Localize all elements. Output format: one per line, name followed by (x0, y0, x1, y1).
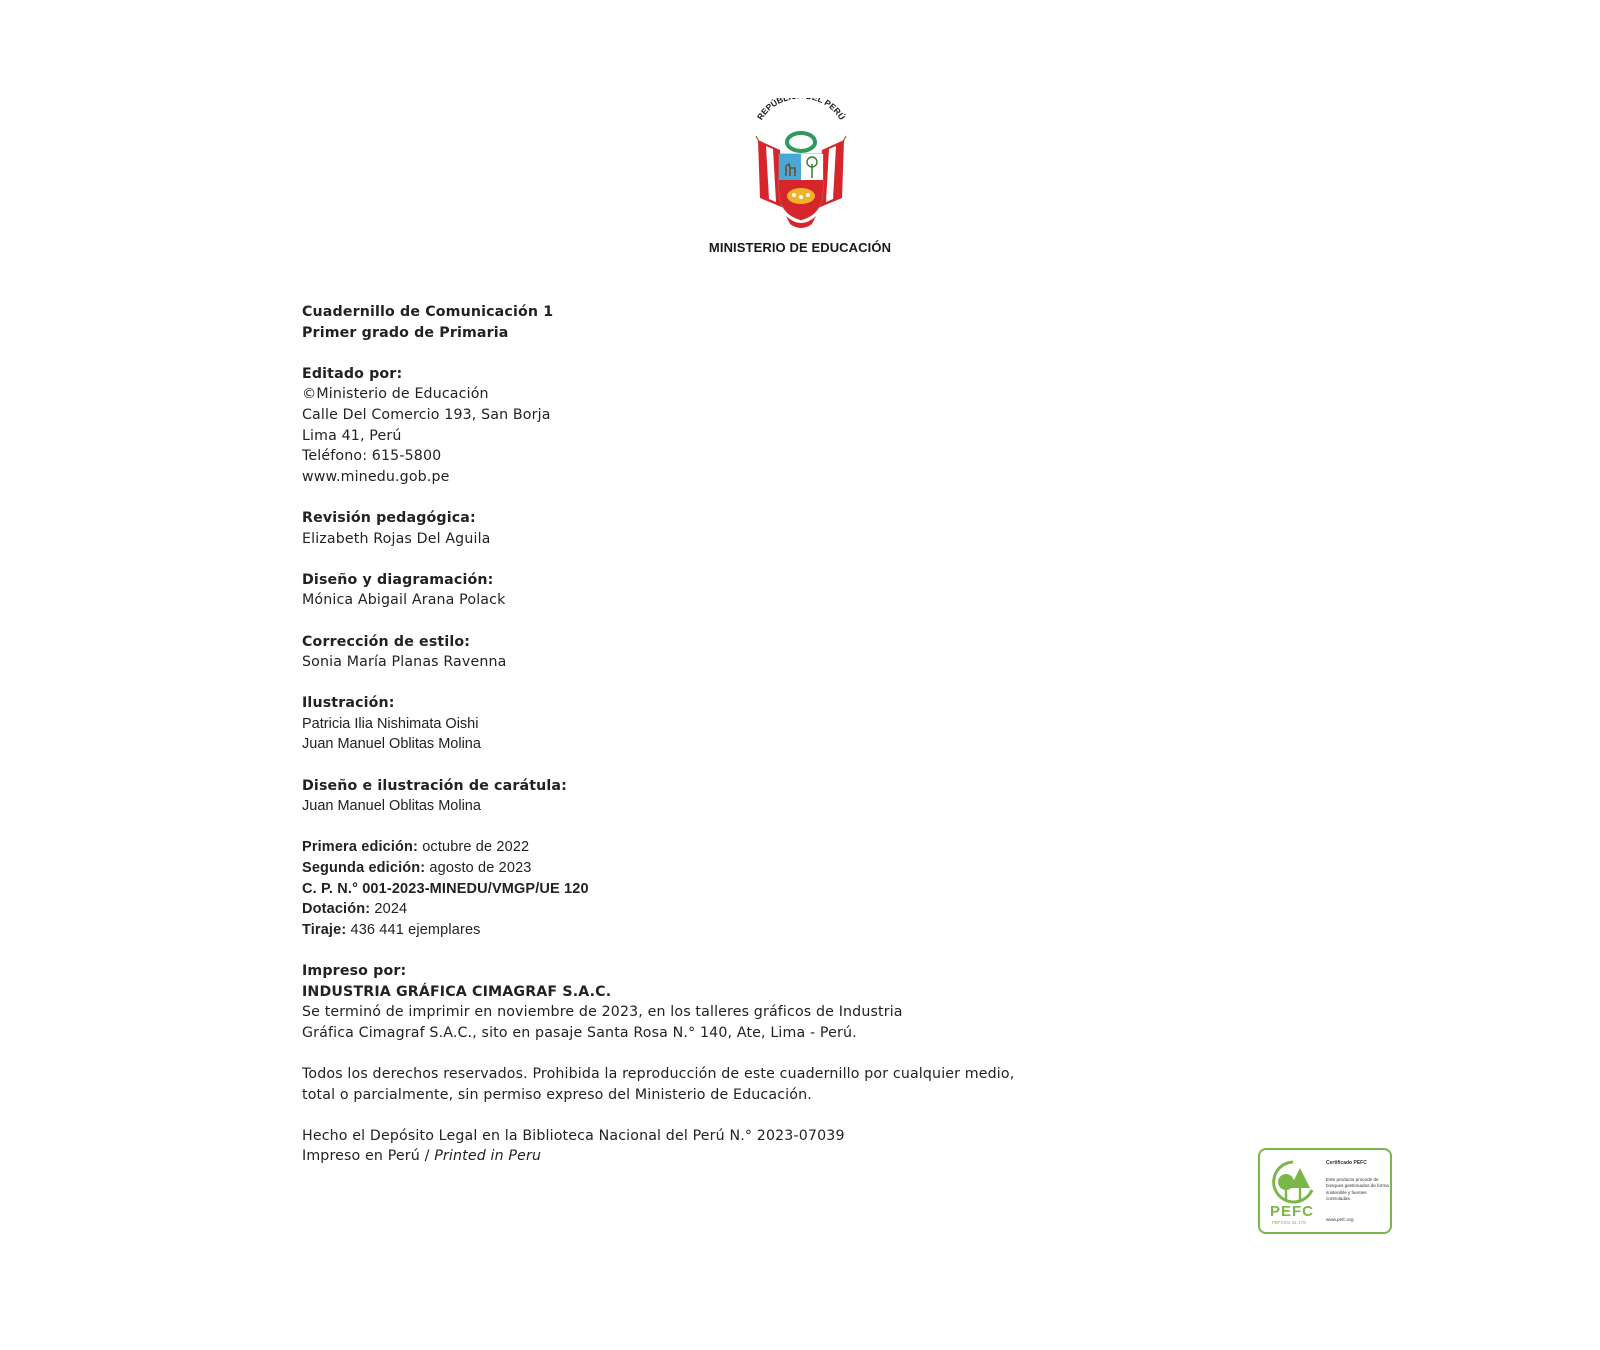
cover-block (302, 776, 1122, 817)
edited-line: Lima 41, Perú (302, 427, 402, 444)
edition-block (302, 837, 1122, 940)
review-name: Elizabeth Rojas Del Aguila (302, 530, 491, 547)
legal-deposit: Hecho el Depósito Legal en la Biblioteca Nacional del Perú N.° 2023-07039 (302, 1127, 845, 1144)
illustration-block (302, 693, 1122, 755)
review-label: Revisión pedagógica: (302, 509, 476, 526)
edited-label: Editado por: (302, 365, 403, 382)
book-title: Cuadernillo de Comunicación 1 (302, 304, 554, 320)
printer-name: INDUSTRIA GRÁFICA CIMAGRAF S.A.C. (302, 983, 612, 1000)
design-label: Diseño y diagramación: (302, 571, 494, 588)
first-edition-value: octubre de 2022 (418, 839, 530, 856)
style-label: Corrección de estilo: (302, 633, 471, 650)
pefc-description (1326, 1160, 1390, 1223)
first-edition-label: Primera edición: (302, 839, 419, 856)
printed-in-peru-en: Printed in Peru (434, 1148, 542, 1165)
cp-number: C. P. N.° 001-2023-MINEDU/VMGP/UE 120 (302, 880, 589, 897)
style-block (302, 632, 1122, 673)
deposit-block (302, 1126, 1122, 1167)
dotacion-value: 2024 (370, 901, 408, 918)
pefc-trees-icon (1268, 1160, 1318, 1204)
pefc-title: Certificado PEFC (1326, 1160, 1367, 1166)
rights-line: total o parcialmente, sin permiso expreso del Ministerio de Educación. (302, 1086, 812, 1103)
edited-line: Calle Del Comercio 193, San Borja (302, 406, 551, 423)
rights-block (302, 1064, 1122, 1105)
printer-line: Gráfica Cimagraf S.A.C., sito en pasaje Santa Rosa N.° 140, Ate, Lima - Perú. (302, 1024, 857, 1041)
second-edition-label: Segunda edición: (302, 860, 426, 877)
rights-line: Todos los derechos reservados. Prohibida la reproducción de este cuadernillo por cualquier medio, (302, 1065, 1015, 1082)
cover-name: Juan Manuel Oblitas Molina (302, 798, 481, 815)
illustrator-name: Patricia Ilia Nishimata Oishi (302, 715, 479, 732)
design-block (302, 570, 1122, 611)
design-name: Mónica Abigail Arana Polack (302, 592, 506, 609)
pefc-wordmark: PEFC (1270, 1203, 1315, 1220)
website: www.minedu.gob.pe (302, 468, 450, 485)
edited-line: ©Ministerio de Educación (302, 386, 489, 403)
book-grade: Primer grado de Primaria (302, 324, 509, 341)
cover-label: Diseño e ilustración de carátula: (302, 777, 567, 794)
illustration-label: Ilustración: (302, 695, 395, 712)
second-edition-value: agosto de 2023 (425, 860, 532, 877)
peru-coat-of-arms-icon (746, 98, 856, 233)
edited-line: Teléfono: 615-5800 (302, 448, 442, 465)
printer-block (302, 961, 1122, 1043)
pefc-url: www.pefc.org (1326, 1216, 1354, 1222)
credits-page (302, 302, 1122, 1188)
pefc-text: Este producto procede de bosques gestionados de forma sostenible y fuentes controladas. (1326, 1176, 1389, 1201)
printer-line: Se terminó de imprimir en noviembre de 2023, en los talleres gráficos de Industria (302, 1004, 903, 1021)
tiraje-value: 436 441 ejemplares (346, 921, 481, 938)
edited-block (302, 364, 1122, 488)
svg-text:REPÚBLICA DEL PERÚ (755, 98, 848, 122)
crest-arc-text: REPÚB L PERÚ (754, 98, 848, 122)
illustrator-name: Juan Manuel Oblitas Molina (302, 736, 481, 753)
pefc-certification-badge (1258, 1148, 1392, 1234)
ministry-name: MINISTERIO DE EDUCACIÓN (708, 240, 892, 255)
printed-in-peru-es: Impreso en Perú / (302, 1148, 435, 1165)
pefc-code: PEFC/01-31-178 (1272, 1220, 1306, 1225)
tiraje-label: Tiraje: (302, 921, 347, 938)
printer-label: Impreso por: (302, 963, 407, 979)
title-block (302, 302, 1122, 343)
review-block (302, 508, 1122, 549)
style-name: Sonia María Planas Ravenna (302, 654, 507, 671)
dotacion-label: Dotación: (302, 901, 371, 918)
